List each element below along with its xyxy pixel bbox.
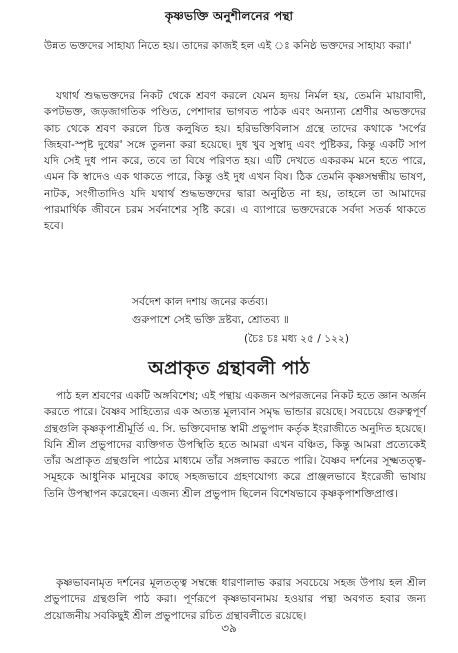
continuation-text: উন্নত ভক্তদের সাহায্য নিতে হয়। তাদের কাজই হল এই ঃ কনিষ্ঠ ভক্তদের সাহায্য করা।' [44,40,412,52]
section-heading: অপ্রাকৃত গ্রন্থাবলী পাঠ [148,358,310,379]
paragraph-1 [44,88,426,235]
paragraph-2 [44,388,426,502]
paragraph-3 [44,575,426,624]
verse-line-1: সর্বদেশ কাল দশায় জনের কর্তব্য। [132,296,268,308]
verse-line-2: গুরুপাশে সেই ভক্তি দ্রষ্টব্য, শ্রোতব্য ॥ [132,314,289,326]
continuation-paragraph [44,38,426,54]
running-title: কৃষ্ণভক্তি অনুশীলনের পন্থা [164,9,294,23]
paragraph-2-text: পাঠ হল শ্রবণের একটি অঙ্গবিশেষ; এই পন্থায় একজন অপরজনের নিকট হতে জ্ঞান অর্জন করতে পারে। বৈষ্ণব সাহিত্যের এক অত্যন্ত মূল্যবান সমৃদ্ধ ভান্ডার রয়েছে। সবচেয়ে গুরুত্বপূর্ণ গ্রন্থগুলি কৃষ্ণকৃপাশ্রীমূর্তি এ. সি. ভক্তিবেদান্ত স্বামী প্রভুপাদ কর্তৃক ইংরাজীতে অনুদিত হয়েছে। যিনি শ্রীল প্রভুপাদের ব্যক্তিগত উপস্থিতি হতে আমরা এখন বঞ্চিত, কিন্তু আমরা প্রত্যেকেই তাঁর অপ্রাকৃত গ্রন্থগুলি পাঠের মাধ্যমে তাঁর সঙ্গলাভ করতে পারি। বৈষ্ণব দর্শনের সূক্ষ্মতত্ত্ব-সমূহকে আধুনিক মানুষের কাছে সহজভাবে গ্রহণযোগ্য করে প্রাঞ্জলভাবে ইংরেজী ভাষায় তিনি উপস্থাপন করেছেন। এজন্য শ্রীল প্রভুপাদ ছিলেন বিশেষভাবে কৃষ্ণকৃপাশক্তিপ্রাপ্ত। [44,390,426,500]
verse-source: (চৈঃ চঃ মধ্য ২৫ / ১২২) [244,333,349,345]
page-number: ৩৯ [221,621,237,635]
paragraph-3-text: কৃষ্ণভাবনামৃত দর্শনের মূলতত্ত্ব সম্বন্ধে ধারণালাভ করার সবচেয়ে সহজ উপায় হল শ্রীল প্রভুপাদের গ্রন্থগুলি পাঠ করা। পূর্ণরূপে কৃষ্ণভাবনাময় হওয়ার পন্থা অবগত হবার জন্য প্রয়োজনীয় সবকিছুই শ্রীল প্রভুপাদের রচিত গ্রন্থাবলীতে রয়েছে। [44,577,426,622]
paragraph-1-text: যথার্থ শুদ্ধভক্তদের নিকট থেকে শ্রবণ করলে যেমন হৃদয় নির্মল হয়, তেমনি মায়াবাদী, কপটভক্ত, জড়জাগতিক পণ্ডিত, পেশাদার ভাগবত পাঠক এবং অন্যান্য শ্রেণীর অভক্তদের কাচ থেকে শ্রবণ করলে চিত্ত কলুষিত হয়। হরিভক্তিবিলাস গ্রন্থে তাদের কথাকে 'সর্পের জিহবা-স্পৃষ্ট দুধের' সঙ্গে তুলনা করা হয়েছে। দুধ খুব সুস্বাদু এবং পুষ্টিকর, কিন্তু একটি সাপ যদি সেই দুধ পান করে, তবে তা বিষে পরিণত হয়। এটি দেখতে একরকম মনে হতে পারে, এমন কি স্বাদেও এক থাকতে পারে, কিন্তু ওই দুধ এখন বিষ। ঠিক তেমনি কৃষ্ণসম্বন্ধীয় ভাষণ, নাটক, সংগীতাদিও যদি যথার্থ শুদ্ধভক্তদের দ্বারা অনুষ্ঠিত না হয়, তাহলে তা আমাদের পারমার্থিক জীবনে চরম সর্বনাশের সৃষ্টি করে। এ ব্যাপারে ভক্তদেরকে সর্বদা সতর্ক থাকতে হবে। [44,90,426,233]
